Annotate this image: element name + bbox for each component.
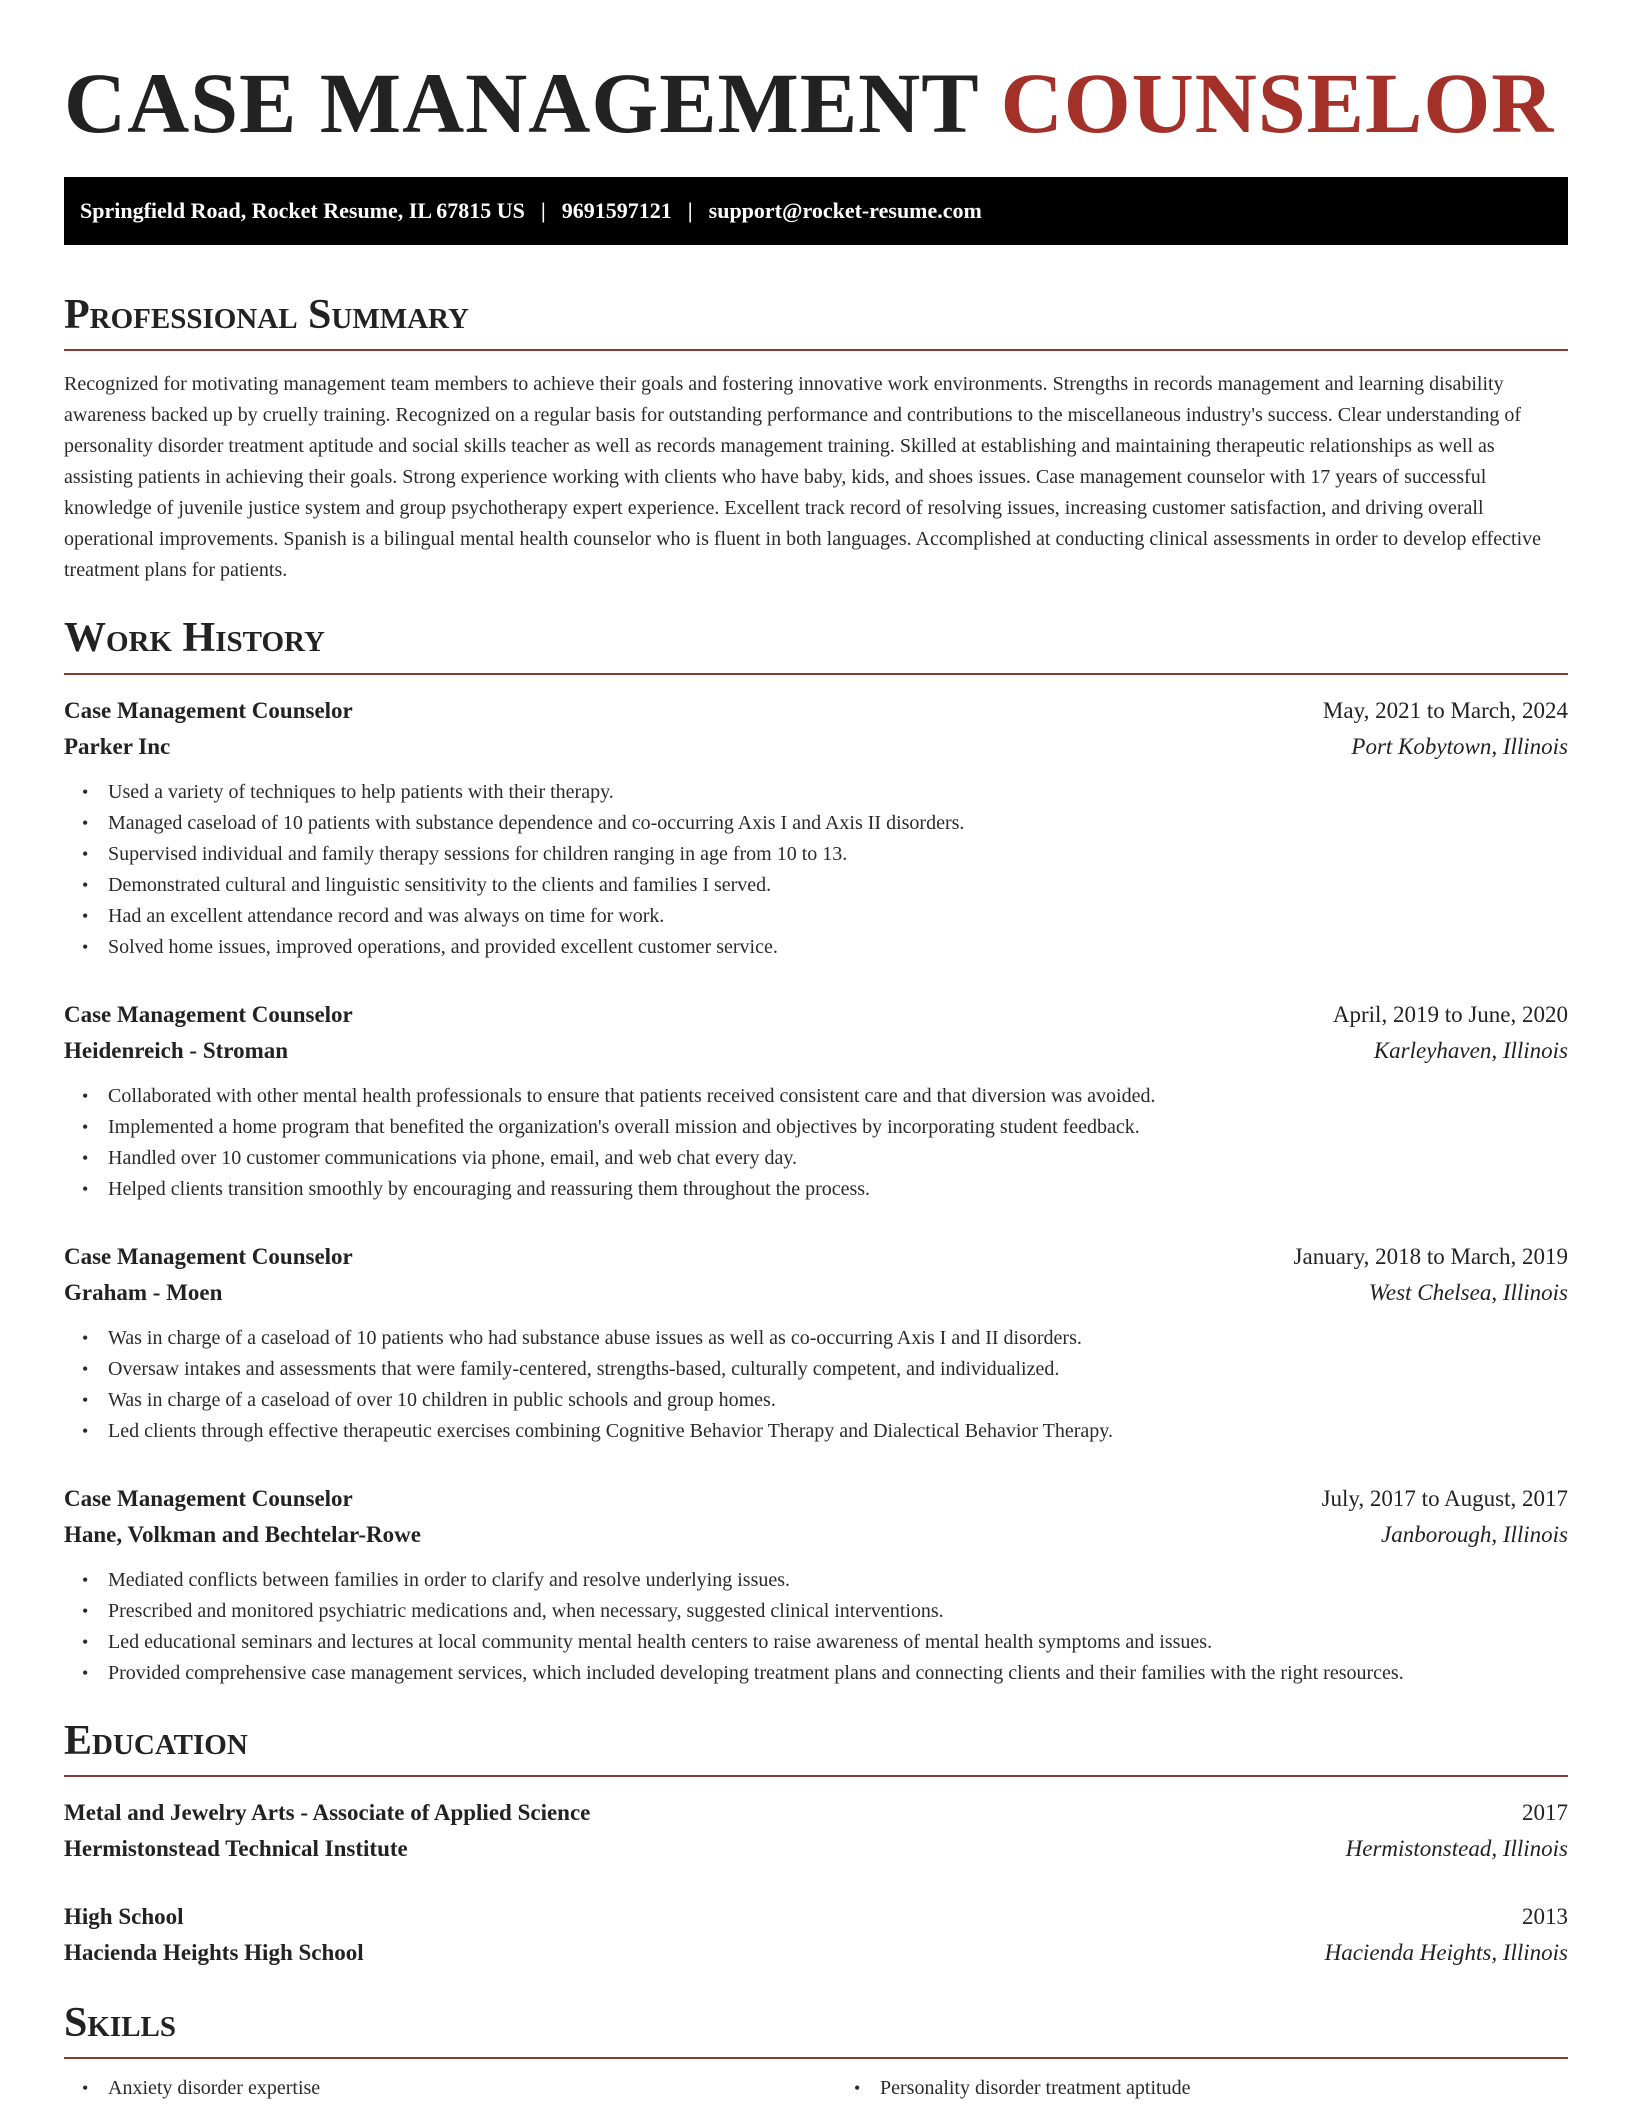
job-company-row (64, 729, 1568, 765)
contact-phone: 9691597121 (561, 198, 672, 224)
contact-separator: | (687, 198, 693, 224)
education-degree-row (64, 1899, 1568, 1935)
education-year: 2013 (1522, 1904, 1568, 1930)
job-dates: July, 2017 to August, 2017 (1321, 1485, 1568, 1511)
education-school-row (64, 1935, 1568, 1971)
education-school: Hermistonstead Technical Institute (64, 1836, 408, 1862)
list-item: • Led clients through effective therapeutic exercises combining Cognitive Behavior Therapy and Dialectical Behavior Therapy. (108, 1416, 1568, 1447)
education-location: Hacienda Heights, Illinois (1324, 1940, 1568, 1966)
contact-address: Springfield Road, Rocket Resume, IL 67815 US (80, 198, 525, 224)
list-item: • Supervised individual and family therapy sessions for children ranging in age from 10 to 13. (108, 839, 1568, 870)
list-item: • Provided comprehensive case management services, which included developing treatment plans and connecting clients and their families with the right resources. (108, 1658, 1568, 1689)
list-item: • Was in charge of a caseload of 10 patients who had substance abuse issues as well as co-occurring Axis I and II disorders. (108, 1323, 1568, 1354)
contact-bar (64, 177, 1568, 245)
list-item: • Used a variety of techniques to help patients with their therapy. (108, 777, 1568, 808)
list-item: • Solved home issues, improved operations, and provided excellent customer service. (108, 932, 1568, 963)
contact-separator: | (540, 198, 546, 224)
list-item: • Demonstrated cultural and linguistic sensitivity to the clients and families I served. (108, 870, 1568, 901)
job-header-row (64, 693, 1568, 729)
education-entry (64, 1795, 1568, 1867)
name-main: CASE MANAGEMENT (64, 55, 979, 151)
job-company: Heidenreich - Stroman (64, 1037, 289, 1063)
job-company-row (64, 1033, 1568, 1069)
education-degree: High School (64, 1904, 184, 1930)
job-header-row (64, 1481, 1568, 1517)
education-school-row (64, 1831, 1568, 1867)
job-company-row (64, 1275, 1568, 1311)
skills-column-right (836, 2073, 1568, 2104)
job-dates: April, 2019 to June, 2020 (1332, 1001, 1568, 1027)
job-location: Port Kobytown, Illinois (1351, 733, 1568, 759)
skills-list (64, 2073, 1568, 2104)
name-accent: COUNSELOR (1000, 55, 1555, 151)
job-location: West Chelsea, Illinois (1368, 1279, 1568, 1305)
education-year: 2017 (1522, 1800, 1568, 1826)
list-item: • Collaborated with other mental health professionals to ensure that patients received consistent care and that diversion was avoided. (108, 1081, 1568, 1112)
job-role: Case Management Counselor (64, 1485, 353, 1511)
list-item: • Helped clients transition smoothly by encouraging and reassuring them throughout the process. (108, 1174, 1568, 1205)
job-location: Janborough, Illinois (1381, 1521, 1568, 1547)
job-role: Case Management Counselor (64, 1243, 353, 1269)
list-item: • Anxiety disorder expertise (108, 2073, 796, 2104)
list-item: • Was in charge of a caseload of over 10 children in public schools and group homes. (108, 1385, 1568, 1416)
summary-text: Recognized for motivating management team members to achieve their goals and fostering innovative work environments. Strengths in records management and learning disability awareness backed up by cruelly training. Recognized on a regular basis for outstanding performance and contributions to the miscellaneous industry's success. Clear understanding of personality disorder treatment aptitude and social skills teacher as well as records management training. Skilled at establishing and maintaining therapeutic relationships as well as assisting patients in achieving their goals. Strong experience working with clients who have baby, kids, and shoes issues. Case management counselor with 17 years of successful knowledge of juvenile justice system and group psychotherapy expert experience. Excellent track record of resolving issues, increasing customer satisfaction, and driving overall operational improvements. Spanish is a bilingual mental health counselor who is fluent in both languages. Accomplished at conducting clinical assessments in order to develop effective treatment plans for patients. (64, 373, 1542, 582)
list-item: • Managed caseload of 10 patients with substance dependence and co-occurring Axis I and Axis II disorders. (108, 808, 1568, 839)
job-entry (64, 997, 1568, 1205)
skills-heading: Skills (64, 1999, 1568, 2059)
education-location: Hermistonstead, Illinois (1345, 1836, 1568, 1862)
job-company: Graham - Moen (64, 1279, 223, 1305)
education-degree-row (64, 1795, 1568, 1831)
job-bullets (64, 777, 1568, 963)
skills-column-left (64, 2073, 796, 2104)
list-item: • Implemented a home program that benefited the organization's overall mission and objectives by incorporating student feedback. (108, 1112, 1568, 1143)
summary-heading: Professional Summary (64, 291, 1568, 351)
job-entry (64, 1239, 1568, 1447)
contact-email: support@rocket-resume.com (708, 198, 982, 224)
job-role: Case Management Counselor (64, 697, 353, 723)
education-degree: Metal and Jewelry Arts - Associate of Applied Science (64, 1800, 591, 1826)
job-role: Case Management Counselor (64, 1001, 353, 1027)
job-bullets (64, 1323, 1568, 1447)
list-item: • Mediated conflicts between families in order to clarify and resolve underlying issues. (108, 1565, 1568, 1596)
job-entry (64, 1481, 1568, 1689)
job-bullets (64, 1081, 1568, 1205)
page-title (64, 52, 1568, 155)
list-item: • Personality disorder treatment aptitude (880, 2073, 1568, 2104)
job-company: Hane, Volkman and Bechtelar-Rowe (64, 1521, 421, 1547)
job-dates: May, 2021 to March, 2024 (1322, 697, 1568, 723)
list-item: • Handled over 10 customer communications via phone, email, and web chat every day. (108, 1143, 1568, 1174)
education-school: Hacienda Heights High School (64, 1940, 364, 1966)
job-company: Parker Inc (64, 733, 171, 759)
job-location: Karleyhaven, Illinois (1373, 1037, 1568, 1063)
education-heading: Education (64, 1717, 1568, 1777)
job-header-row (64, 997, 1568, 1033)
job-entry (64, 693, 1568, 963)
job-dates: January, 2018 to March, 2019 (1293, 1243, 1568, 1269)
list-item: • Had an excellent attendance record and was always on time for work. (108, 901, 1568, 932)
list-item: • Led educational seminars and lectures at local community mental health centers to raise awareness of mental health symptoms and issues. (108, 1627, 1568, 1658)
job-company-row (64, 1517, 1568, 1553)
work-history-heading: Work History (64, 614, 1568, 674)
job-header-row (64, 1239, 1568, 1275)
list-item: • Prescribed and monitored psychiatric medications and, when necessary, suggested clinical interventions. (108, 1596, 1568, 1627)
list-item: • Oversaw intakes and assessments that were family-centered, strengths-based, culturally competent, and individualized. (108, 1354, 1568, 1385)
education-entry (64, 1899, 1568, 1971)
job-bullets (64, 1565, 1568, 1689)
